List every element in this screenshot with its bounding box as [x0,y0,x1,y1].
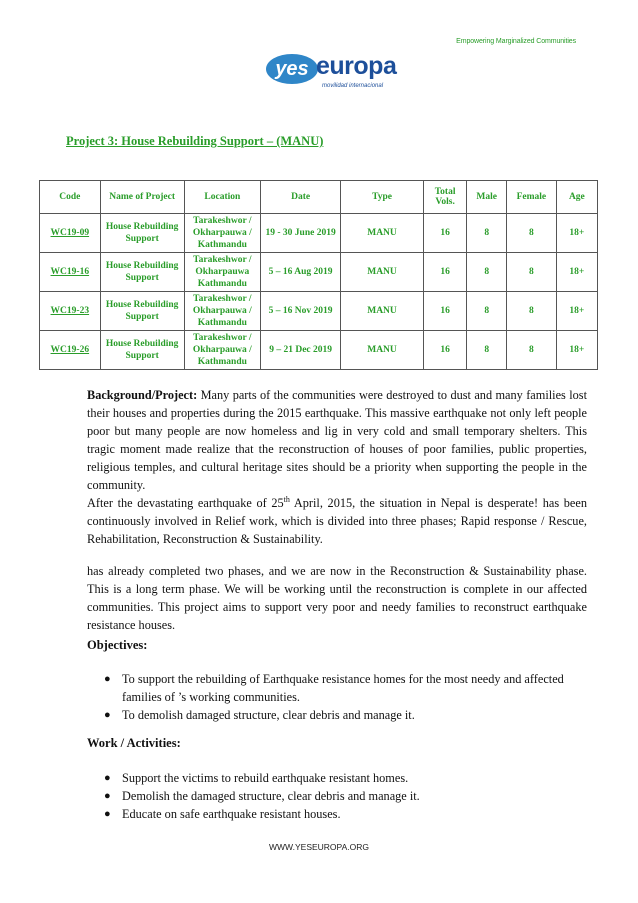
para2-sup: th [283,494,290,504]
yes-europa-logo [266,52,397,98]
col-code: Code [40,181,101,214]
row-name: House Rebuilding Support [100,292,184,331]
col-female: Female [507,181,557,214]
col-age: Age [556,181,597,214]
row-male: 8 [467,292,507,331]
row-age: 18+ [556,214,597,253]
col-male: Male [467,181,507,214]
para2-after: April, 2015, the situation in Nepal is desperate! has been continuously involved in Relief work, which is divided into three phases; Rapid response / Rescue, Rehabilitation, Reconstruction & Sustainability. [87,496,587,546]
row-female: 8 [507,331,557,370]
row-total: 16 [423,331,466,370]
activity-text: Demolish the damaged structure, clear debris and manage it. [122,789,420,803]
activity-text: Educate on safe earthquake resistant houses. [122,807,341,821]
row-total: 16 [423,253,466,292]
row-code: WC19-26 [40,331,101,370]
row-male: 8 [467,214,507,253]
background-text: Many parts of the communities were destroyed to dust and many families lost their houses and properties during the 2015 earthquake. This massive earthquake not only left people poor but many people are now homeless and lig in very cold and small temporary shelters. This tragic moment made realize that the reconstruction of houses of poor families, public properties, religious temples, and cultural heritage sites should be a priority when supporting the people in the community. [87,388,587,492]
row-age: 18+ [556,253,597,292]
bullet-icon: ● [104,772,111,784]
row-code: WC19-23 [40,292,101,331]
table-row [40,331,598,370]
list-item [104,670,589,706]
row-name: House Rebuilding Support [100,331,184,370]
objective-text: To demolish damaged structure, clear debris and manage it. [122,708,415,722]
table-header-row [40,181,598,214]
objective-text: To support the rebuilding of Earthquake resistance homes for the most needy and affected families of ’s working communities. [122,672,564,704]
logo-subtitle: movilidad internacional [322,83,384,89]
footer-url: WWW.YESEUROPA.ORG [269,842,369,852]
row-type: MANU [341,214,424,253]
row-location: Tarakeshwor / Okharpauwa / Kathmandu [184,331,260,370]
list-item [104,787,589,805]
objectives-list [104,670,589,724]
row-code: WC19-16 [40,253,101,292]
list-item [104,805,589,823]
row-total: 16 [423,214,466,253]
table-row [40,214,598,253]
row-location: Tarakeshwor / Okharpauwa / Kathmandu [184,214,260,253]
background-label: Background/Project: [87,388,198,402]
table-row [40,292,598,331]
activities-heading: Work / Activities: [87,736,181,750]
bullet-icon: ● [104,808,111,820]
row-male: 8 [467,253,507,292]
header-tagline: Empowering Marginalized Communities [456,38,576,45]
row-type: MANU [341,331,424,370]
background-paragraph [87,386,587,494]
project-schedule-table [39,180,598,370]
bullet-icon: ● [104,709,111,721]
row-type: MANU [341,292,424,331]
row-code: WC19-09 [40,214,101,253]
para2-before: After the devastating earthquake of 25 [87,496,284,510]
phase-paragraph: has already completed two phases, and we are now in the Reconstruction & Sustainability phase. This is a long term phase. We will be working until the reconstruction is complete in our affected communities. This project aims to support very poor and needy families to reconstruct earthquake resistance houses. [87,564,587,632]
row-female: 8 [507,214,557,253]
activities-list [104,769,589,823]
table-row [40,253,598,292]
col-name: Name of Project [100,181,184,214]
project-title: Project 3: House Rebuilding Support – (MANU) [66,134,324,148]
col-type: Type [341,181,424,214]
row-total: 16 [423,292,466,331]
activity-text: Support the victims to rebuild earthquake resistant homes. [122,771,409,785]
row-date: 5 – 16 Aug 2019 [261,253,341,292]
row-type: MANU [341,253,424,292]
list-item [104,706,589,724]
row-date: 5 – 16 Nov 2019 [261,292,341,331]
logo-yes-mark: yes [266,54,318,84]
earthquake-paragraph [87,494,587,548]
row-location: Tarakeshwor / Okharpauwa Kathmandu [184,253,260,292]
row-name: House Rebuilding Support [100,214,184,253]
row-female: 8 [507,292,557,331]
col-location: Location [184,181,260,214]
row-male: 8 [467,331,507,370]
bullet-icon: ● [104,673,111,685]
row-date: 9 – 21 Dec 2019 [261,331,341,370]
row-date: 19 - 30 June 2019 [261,214,341,253]
objectives-heading: Objectives: [87,638,148,652]
row-location: Tarakeshwor / Okharpauwa / Kathmandu [184,292,260,331]
bullet-icon: ● [104,790,111,802]
logo-europa-text: europa [316,52,397,80]
col-date: Date [261,181,341,214]
row-age: 18+ [556,292,597,331]
col-total: Total Vols. [423,181,466,214]
row-age: 18+ [556,331,597,370]
list-item [104,769,589,787]
row-female: 8 [507,253,557,292]
row-name: House Rebuilding Support [100,253,184,292]
